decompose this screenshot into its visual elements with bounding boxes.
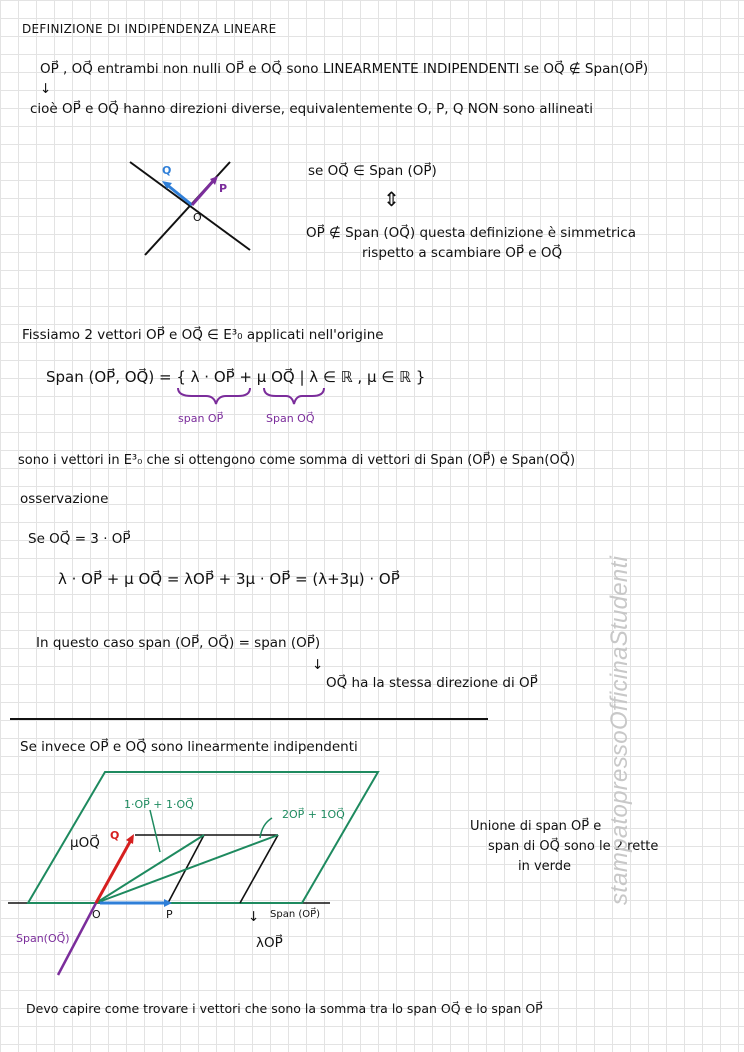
brace-label-span-op: span OP⃗ (178, 412, 224, 425)
label-sum-1: 1·OP⃗ + 1·OQ⃗ (124, 798, 194, 811)
iff-arrow: ⇕ (383, 187, 400, 211)
label-mu-oq: μOQ⃗ (70, 835, 100, 851)
line-span-op (145, 162, 230, 255)
label-sum-2: 2OP⃗ + 1OQ⃗ (282, 808, 345, 821)
crossing-lines-diagram (120, 150, 260, 260)
label-lambda-op: λOP⃗ (256, 935, 283, 951)
span-formula: Span (OP⃗, OQ⃗) = { λ · OP⃗ + μ OQ⃗ | λ ∈ ℝ , μ ∈ ℝ } (46, 368, 426, 386)
span-braces (176, 386, 336, 408)
observation-direction: OQ⃗ ha la stessa direzione di OP⃗ (326, 675, 538, 691)
brace-span-oq (264, 388, 324, 404)
label-arrow-sum-1 (150, 810, 160, 852)
page-title: DEFINIZIONE DI INDIPENDENZA LINEARE (22, 22, 277, 36)
definition-line-1: OP⃗ , OQ⃗ entrambi non nulli OP⃗ e OQ⃗ sono LINEARMENTE INDIPENDENTI se OQ⃗ ∉ Span(OP⃗) (40, 61, 649, 77)
vector-mu-oq (96, 840, 131, 903)
note-line-2: span di OQ⃗ sono le 2 rette (488, 839, 659, 854)
sum-line: sono i vettori in E³₀ che si ottengono come somma di vettori di Span (OP⃗) e Span(OQ⃗) (18, 453, 576, 468)
label-span-op: Span (OP⃗) (270, 909, 321, 920)
observation-heading: osservazione (20, 491, 109, 507)
brace-label-span-oq: Span OQ⃗ (266, 412, 315, 425)
label-o: O (193, 211, 202, 224)
watermark: stampatopressoOfficinaStudenti (606, 555, 633, 905)
vector-op (192, 180, 214, 205)
label-p-point: P (166, 908, 173, 921)
label-q-point: Q (110, 829, 120, 842)
lambda-arrow: ↓ (248, 909, 260, 925)
condition-2: OP⃗ ∉ Span (OQ⃗) questa definizione è simmetrica (306, 225, 636, 241)
label-p: P (219, 182, 228, 195)
observation-arrow: ↓ (312, 657, 324, 673)
observation-in-case: In questo caso span (OP⃗, OQ⃗) = span (OP⃗) (36, 635, 321, 651)
independent-heading: Se invece OP⃗ e OQ⃗ sono linearmente indipendenti (20, 739, 358, 755)
note-line-1: Unione di span OP⃗ e (470, 819, 602, 834)
observation-case: Se OQ⃗ = 3 · OP⃗ (28, 531, 131, 547)
label-span-oq: Span(OQ⃗) (16, 932, 70, 945)
fix-line: Fissiamo 2 vettori OP⃗ e OQ⃗ ∈ E³₀ applicati nell'origine (22, 327, 384, 343)
condition-1: se OQ⃗ ∈ Span (OP⃗) (308, 163, 437, 179)
condition-3: rispetto a scambiare OP⃗ e OQ⃗ (362, 245, 563, 261)
observation-formula: λ · OP⃗ + μ OQ⃗ = λOP⃗ + 3μ · OP⃗ = (λ+3μ) · OP⃗ (58, 570, 400, 588)
definition-arrow: ↓ (40, 81, 52, 97)
brace-span-op (178, 388, 250, 404)
note-line-3: in verde (518, 859, 572, 874)
vector-oq (166, 184, 192, 205)
definition-line-2: cioè OP⃗ e OQ⃗ hanno direzioni diverse, equivalentemente O, P, Q NON sono allineati (30, 101, 594, 117)
line-oq-direction-2 (240, 835, 278, 903)
label-o-point: O (92, 908, 101, 921)
final-line: Devo capire come trovare i vettori che sono la somma tra lo span OQ⃗ e lo span OP⃗ (26, 1001, 543, 1016)
section-divider (10, 718, 488, 720)
label-q: Q (162, 164, 172, 177)
